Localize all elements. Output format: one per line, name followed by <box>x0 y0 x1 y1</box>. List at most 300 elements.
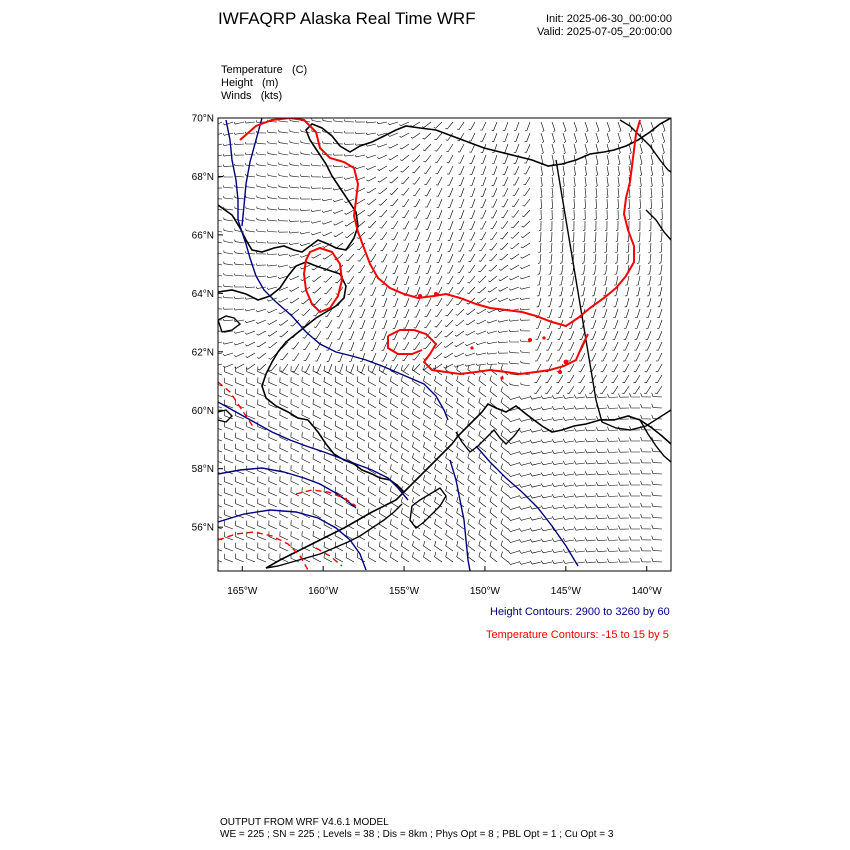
wind-barb <box>641 448 651 452</box>
wind-barb <box>355 120 365 122</box>
wind-barb <box>368 553 376 563</box>
wind-barb <box>235 196 244 199</box>
wind-barb <box>569 309 574 318</box>
wind-barb <box>508 418 519 421</box>
wind-barb <box>224 229 233 233</box>
wind-barb <box>538 265 541 274</box>
wind-barb <box>479 398 486 408</box>
wind-barb <box>514 133 519 142</box>
wind-barb <box>611 386 618 394</box>
wind-barb <box>581 276 585 285</box>
wind-barb <box>300 197 310 199</box>
wind-barb <box>312 276 321 282</box>
wind-barb <box>413 365 421 375</box>
wind-barb <box>312 119 321 123</box>
wind-barb <box>581 287 585 296</box>
wind-barb <box>401 431 409 441</box>
wind-barb <box>468 276 476 283</box>
wind-barb <box>390 530 398 540</box>
wind-barb <box>324 377 332 386</box>
wind-barb <box>401 166 409 172</box>
wind-barb <box>245 263 255 265</box>
wind-barb <box>633 386 640 394</box>
wind-barb <box>630 536 641 540</box>
wind-barb <box>268 185 277 189</box>
wind-barb <box>246 251 256 254</box>
wind-barb <box>257 163 266 166</box>
wind-barb <box>223 175 233 177</box>
wind-barb <box>279 163 288 167</box>
wind-barb <box>469 144 475 152</box>
wind-barb <box>491 199 497 207</box>
wind-barb <box>535 353 541 361</box>
lat-tick-label: 58°N <box>191 464 214 476</box>
wind-barb <box>662 177 664 187</box>
wind-barb <box>479 254 486 261</box>
wind-barb <box>603 287 607 296</box>
wind-barb <box>234 353 244 357</box>
wind-barb <box>585 177 587 187</box>
wind-barb <box>301 163 310 166</box>
wind-barb <box>311 221 321 223</box>
wind-barb <box>324 476 332 485</box>
wind-barb <box>424 177 431 185</box>
wind-barb <box>290 298 299 303</box>
wind-barb <box>246 229 255 232</box>
wind-barb <box>245 309 255 311</box>
wind-barb <box>268 141 277 144</box>
wind-barb <box>490 420 497 430</box>
wind-barb <box>258 477 266 486</box>
wind-barb <box>619 394 630 398</box>
wind-barb <box>348 298 354 306</box>
wind-barb <box>344 154 354 156</box>
wind-barb <box>400 144 409 149</box>
wind-barb <box>479 552 486 562</box>
wind-barb <box>607 504 618 508</box>
wind-barb <box>390 420 398 430</box>
wind-barb <box>660 210 662 220</box>
wind-barb <box>446 519 453 529</box>
wind-barb <box>256 240 266 243</box>
wind-barb <box>258 411 266 420</box>
wind-barb <box>502 177 508 185</box>
wind-barb <box>326 320 333 328</box>
wind-barb <box>225 488 233 496</box>
wind-barb <box>552 483 563 486</box>
wind-barb <box>545 386 552 394</box>
wind-barb <box>367 199 376 205</box>
wind-barb <box>478 265 486 272</box>
wind-barb <box>457 519 464 529</box>
wind-barb <box>470 210 475 218</box>
wind-barb <box>411 133 420 138</box>
wind-barb <box>541 122 544 132</box>
wind-barb <box>223 296 233 298</box>
wind-barb <box>446 398 453 408</box>
wind-barb <box>498 362 508 364</box>
wind-barb <box>388 122 398 125</box>
wind-barb <box>313 388 321 397</box>
wind-barb <box>334 232 343 237</box>
wind-barb <box>426 221 431 229</box>
wind-barb <box>346 487 354 496</box>
wind-barb <box>344 177 354 179</box>
wind-barb <box>522 210 530 217</box>
wind-barb <box>572 221 574 231</box>
wind-barb <box>390 519 398 529</box>
wind-barb <box>382 298 387 307</box>
wind-barb <box>390 199 398 206</box>
wind-barb <box>335 421 343 430</box>
wind-barb <box>510 243 519 249</box>
lat-tick-label: 68°N <box>191 171 214 183</box>
wind-barb <box>458 243 464 251</box>
wind-barb <box>563 133 566 143</box>
wind-barb <box>322 221 332 224</box>
wind-barb <box>613 331 618 339</box>
wind-barb <box>302 432 310 441</box>
wind-barb <box>367 177 377 181</box>
wind-barb <box>633 375 640 383</box>
wind-barb <box>322 176 332 178</box>
wind-barb <box>563 177 565 187</box>
wind-barb <box>600 375 607 383</box>
wind-barb <box>435 420 442 430</box>
wind-barb <box>563 505 574 509</box>
wind-barb <box>645 364 651 372</box>
wind-barb <box>557 353 563 361</box>
wind-barb <box>324 432 332 441</box>
wind-barb <box>393 276 398 284</box>
wind-barb <box>503 166 508 174</box>
wind-barb <box>468 475 475 485</box>
wind-barb <box>606 199 608 209</box>
wind-barb <box>279 207 289 210</box>
wind-barb <box>476 342 486 345</box>
wind-barb <box>346 509 354 518</box>
wind-barb <box>596 122 599 132</box>
wind-barb <box>640 155 642 165</box>
wind-barb <box>357 443 365 452</box>
wind-barb <box>563 461 574 465</box>
wind-barb <box>422 122 431 128</box>
wind-barb <box>323 254 332 259</box>
wind-barb <box>256 320 266 324</box>
wind-barb <box>540 188 542 198</box>
wind-barb <box>256 275 266 277</box>
wind-barb <box>355 132 365 134</box>
wind-barb <box>267 287 277 289</box>
wind-barb <box>224 251 233 254</box>
wind-barb <box>269 498 277 507</box>
wind-barb <box>404 298 409 306</box>
wind-barb <box>445 320 453 327</box>
wind-barb <box>457 464 464 474</box>
wind-barb <box>619 559 630 563</box>
wind-barb <box>346 443 354 452</box>
wind-barb <box>290 174 299 177</box>
wind-barb <box>267 253 277 255</box>
wind-barb <box>258 521 266 530</box>
wind-barb <box>247 499 255 507</box>
wind-barb <box>415 276 420 285</box>
wind-barb <box>444 353 453 358</box>
wind-barb <box>520 276 530 279</box>
wind-barb <box>468 508 475 518</box>
wind-barb <box>300 243 310 246</box>
wind-barb <box>333 177 343 179</box>
wind-barb <box>596 449 607 453</box>
wind-barb <box>457 398 464 408</box>
wind-barb <box>236 433 244 441</box>
wind-barb <box>301 152 310 155</box>
wind-barb <box>479 464 486 474</box>
wind-barb <box>378 188 387 194</box>
wind-barb <box>561 210 563 220</box>
wind-barb <box>521 361 530 364</box>
wind-barb <box>213 273 222 276</box>
wind-barb <box>368 421 376 431</box>
wind-barb <box>641 492 651 496</box>
wind-barb <box>585 460 596 464</box>
wind-barb <box>360 309 365 317</box>
wind-barb <box>403 320 409 328</box>
wind-barb <box>411 144 420 150</box>
wind-barb <box>501 221 508 228</box>
wind-barb <box>574 428 585 432</box>
wind-barb <box>366 155 376 158</box>
wind-barb <box>300 186 310 188</box>
wind-barb <box>592 287 596 296</box>
wind-barb <box>582 243 585 253</box>
wind-barb <box>446 552 453 562</box>
wind-barb <box>519 506 530 509</box>
wind-barb <box>389 144 399 148</box>
wind-barb <box>593 265 596 274</box>
wind-barb <box>258 543 266 552</box>
wind-barb <box>607 177 609 187</box>
wind-barb <box>357 410 365 419</box>
wind-barb <box>402 199 409 207</box>
wind-barb <box>585 133 588 143</box>
wind-barb <box>509 330 519 332</box>
wind-barb <box>213 262 222 266</box>
wind-barb <box>302 498 310 507</box>
wind-barb <box>291 542 299 551</box>
field-winds-name: Winds <box>221 90 252 102</box>
wind-barb <box>413 398 421 408</box>
wind-barb <box>519 484 530 487</box>
wind-barb <box>311 187 321 189</box>
wind-barb <box>637 243 640 253</box>
wind-barb <box>281 364 288 371</box>
wind-barb <box>327 364 332 372</box>
wind-barb <box>607 548 618 552</box>
wind-barb <box>596 133 599 143</box>
wind-barb <box>618 155 620 165</box>
wind-barb <box>619 405 630 409</box>
wind-barb <box>424 530 432 540</box>
wind-barb <box>425 287 431 295</box>
wind-barb <box>552 122 555 132</box>
wind-barb <box>552 516 563 519</box>
wind-barb <box>267 264 277 266</box>
wind-barb <box>225 433 233 441</box>
wind-barb <box>657 320 662 329</box>
wind-barb <box>585 526 596 530</box>
wind-barb <box>391 210 398 217</box>
wind-barb <box>574 494 585 498</box>
wind-barb <box>567 375 574 383</box>
wind-barb <box>357 388 365 397</box>
wind-barb <box>658 298 662 307</box>
wind-barb <box>247 433 255 441</box>
coastline-st-lawrence <box>218 316 240 332</box>
wind-barb <box>615 265 618 274</box>
wind-barb <box>652 514 662 518</box>
wind-barb <box>479 497 486 507</box>
wind-barb <box>596 504 607 508</box>
wind-barb <box>530 462 541 465</box>
wind-barb <box>652 470 662 474</box>
wind-barb <box>279 298 289 302</box>
wind-barb <box>530 550 541 553</box>
wind-barb <box>368 454 376 464</box>
wind-barb <box>476 331 486 334</box>
wind-barb <box>344 131 354 133</box>
field-height-name: Height <box>221 77 253 89</box>
wind-barb <box>225 367 233 375</box>
wind-barb <box>401 365 409 375</box>
wind-barb <box>335 443 343 452</box>
wind-barb <box>335 476 343 485</box>
wind-barb <box>498 351 508 353</box>
wind-barb <box>647 298 651 307</box>
wind-barb <box>356 210 365 215</box>
wind-barb <box>596 427 607 431</box>
wind-barb <box>501 508 508 518</box>
wind-barb <box>436 298 443 306</box>
wind-barb <box>558 309 563 318</box>
wind-barb <box>585 537 596 541</box>
wind-barb <box>466 331 475 335</box>
wind-barb <box>619 471 630 475</box>
wind-barb <box>302 309 310 315</box>
wind-barb <box>446 376 453 386</box>
wind-barb <box>357 542 365 551</box>
wind-barb <box>552 549 563 552</box>
wind-barb <box>413 442 421 452</box>
wind-barb <box>268 130 278 133</box>
wind-barb <box>280 443 288 452</box>
lat-tick-label: 70°N <box>191 113 214 125</box>
wind-barb <box>313 520 321 529</box>
wind-barb <box>401 387 409 397</box>
wind-barb <box>659 254 662 263</box>
wind-barb <box>561 221 563 231</box>
wind-barb <box>641 459 651 463</box>
wind-barb <box>357 487 365 496</box>
wind-barb <box>606 188 608 198</box>
wind-barb <box>267 309 277 313</box>
wind-barb <box>425 210 431 218</box>
wind-barb <box>382 342 388 350</box>
wind-barb <box>579 353 585 361</box>
wind-barb <box>552 166 554 176</box>
wind-barb <box>258 466 266 475</box>
wind-barb <box>536 331 541 339</box>
wind-barb <box>403 221 409 229</box>
wind-barb <box>457 530 464 540</box>
wind-barb <box>646 331 651 339</box>
wind-barb <box>446 475 453 485</box>
wind-barb <box>358 265 365 273</box>
wind-barb <box>498 320 508 322</box>
wind-barb <box>480 232 486 240</box>
wind-barb <box>652 459 662 463</box>
wind-barb <box>541 539 552 542</box>
wind-barb <box>435 442 442 452</box>
wind-barb <box>346 432 354 441</box>
wind-barb <box>498 331 508 333</box>
wind-barb <box>437 210 442 218</box>
wind-barb <box>574 461 585 465</box>
wind-barb <box>327 353 332 361</box>
wind-barb <box>630 503 641 507</box>
wind-barb <box>448 221 453 230</box>
wind-barb <box>437 243 442 252</box>
wind-barb <box>245 331 255 334</box>
wind-barb <box>644 375 651 383</box>
wind-barb <box>487 331 497 333</box>
wind-barb <box>348 309 354 317</box>
wind-barb <box>641 437 651 441</box>
wind-barb <box>246 196 255 200</box>
wind-barb <box>447 265 453 273</box>
wind-barb <box>447 254 453 262</box>
wind-barb <box>552 144 554 154</box>
wind-barb <box>501 365 508 375</box>
wind-barb <box>356 199 365 204</box>
lat-tick-label: 64°N <box>191 288 214 300</box>
wind-barb <box>650 199 652 209</box>
wind-barb <box>415 232 420 240</box>
wind-barb <box>602 331 607 339</box>
wind-barb <box>313 399 321 408</box>
wind-barb <box>401 453 409 463</box>
wind-barb <box>574 450 585 454</box>
wind-barb <box>618 122 621 132</box>
wind-barb <box>550 210 552 220</box>
wind-barb <box>335 377 343 386</box>
wind-barb <box>234 285 244 287</box>
wind-barb <box>402 364 409 371</box>
wind-barb <box>604 243 607 253</box>
wind-barb <box>258 444 266 453</box>
wind-barb <box>500 254 509 260</box>
wind-barb <box>593 254 596 263</box>
wind-barb <box>414 221 420 229</box>
lon-tick-label: 160°W <box>308 586 339 597</box>
wind-barb <box>291 465 299 474</box>
wind-barb <box>574 417 585 421</box>
wind-barb <box>393 309 398 317</box>
wind-barb <box>302 454 310 463</box>
wind-barb <box>536 320 541 329</box>
wind-barb <box>424 541 432 551</box>
wind-barb <box>425 188 431 196</box>
